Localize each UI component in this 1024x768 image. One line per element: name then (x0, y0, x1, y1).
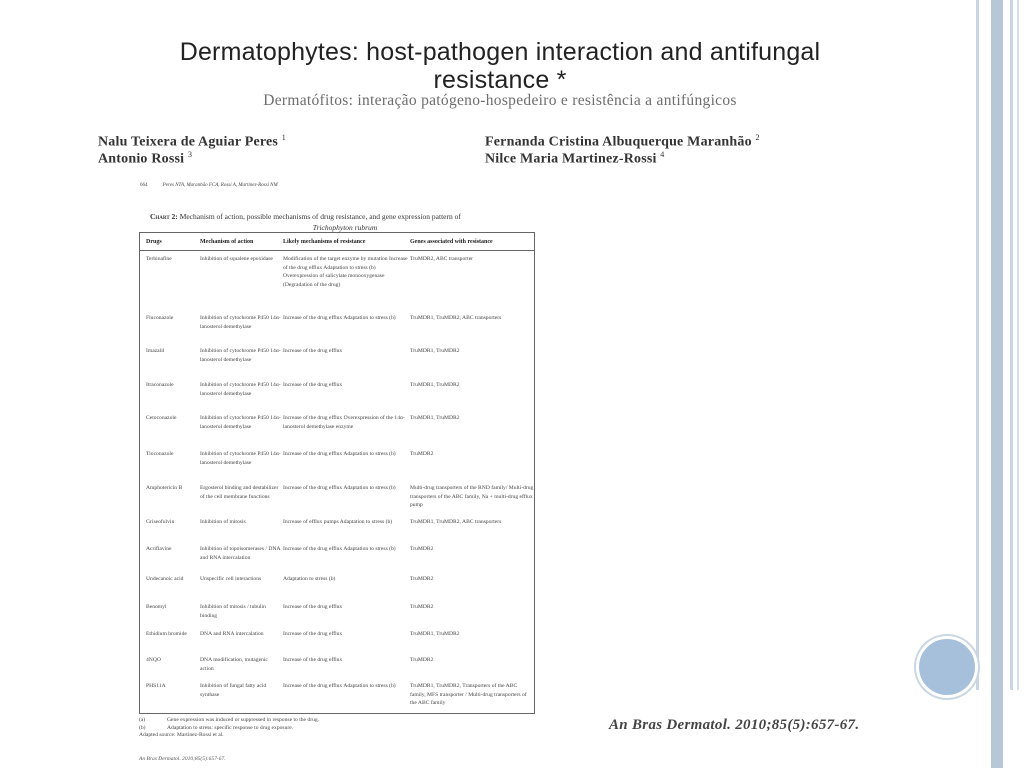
header-authors: Peres NTA, Maranhão FCA, Rossi A, Martinez-Rossi NM (162, 183, 278, 188)
genes-cell: TruMDR2 (410, 657, 434, 663)
author-name: Nalu Teixera de Aguiar Peres (98, 134, 279, 150)
mechanism-cell: Inhibition of cytochrome P450 14α-lanosterol demethylase (200, 451, 281, 466)
author-2 (98, 150, 192, 168)
column-header-mechanism: Mechanism of action (200, 239, 254, 245)
journal-citation: An Bras Dermatol. 2010;85(5):657-67. (609, 717, 860, 733)
genes-cell: TruMDR2 (410, 576, 434, 582)
mechanism-cell: Inhibition of cytochrome P450 14α-lanosterol demethylase (200, 348, 281, 363)
drug-cell: Imazalil (146, 348, 165, 354)
mechanism-cell: Inhibition of topoisomerases / DNA and RNA intercalation (200, 546, 281, 561)
resistance-cell: Increase of the drug efflux Adaptation to stress (b) (283, 451, 396, 457)
resistance-cell: Adaptation to stress (b) (283, 576, 336, 582)
drug-cell: Griseofulvin (146, 519, 175, 525)
drug-resistance-table (139, 232, 535, 714)
genes-cell: TruMDR1, TruMDR2 (410, 382, 460, 388)
note-text: Gene expression was induced or suppressed in response to the drug. (167, 717, 320, 723)
mechanism-cell: Inhibition of fungal fatty acid synthase (200, 683, 267, 698)
author-1 (98, 133, 286, 151)
resistance-cell: Increase of the drug efflux (283, 604, 343, 610)
drug-cell: PHS11A (146, 683, 166, 689)
chart-caption (150, 211, 540, 233)
decorative-bar (976, 0, 979, 690)
decorative-circle (916, 636, 978, 698)
genes-cell: TruMDR1, TruMDR2 (410, 631, 460, 637)
drug-cell: Cetoconazole (146, 415, 177, 421)
mechanism-cell: DNA and RNA intercalation (200, 631, 264, 637)
resistance-cell: Increase of the drug efflux Adaptation to stress (b) (283, 546, 396, 552)
column-header-resistance: Likely mechanisms of resistance (283, 239, 366, 245)
decorative-bar (991, 0, 1003, 768)
genes-cell: TruMDR1, TruMDR2, ABC transporters (410, 315, 502, 321)
mechanism-cell: Inhibition of cytochrome P450 14α-lanosterol demethylase (200, 382, 281, 397)
drug-cell: Amphotericin B (146, 485, 183, 491)
mechanism-cell: DNA modification, mutagenic action (200, 657, 268, 672)
drug-cell: Benomyl (146, 604, 167, 610)
note (139, 725, 539, 733)
mechanism-cell: Inhibition of squalene epoxidase (200, 256, 273, 262)
author-4 (485, 150, 665, 168)
author-3 (485, 133, 760, 151)
note (139, 717, 539, 725)
mechanism-cell: Unspecific cell interactions (200, 576, 262, 582)
resistance-cell: Modification of the target enzyme by mutation Increase of the drug efflux Adaptation to stress (b) Overexpression of salicylate monooxygenase (Degradation of the drug) (283, 256, 408, 289)
author-sup: 2 (755, 133, 760, 142)
column-header-genes: Genes associated with resistance (410, 239, 493, 245)
resistance-cell: Increase of the drug efflux (283, 631, 343, 637)
note-label: (a) (139, 717, 146, 723)
mechanism-cell: Inhibition of cytochrome P450 14α-lanosterol demethylase (200, 415, 281, 430)
genes-cell: Multi-drug transporters of the RND family/ Multi-drug transporters of the ABC family, Na + multi-drug efflux pump (410, 485, 534, 509)
author-name: Nilce Maria Martinez-Rossi (485, 151, 657, 167)
resistance-cell: Increase of efflux pumps Adaptation to stress (b) (283, 519, 393, 525)
genes-cell: TruMDR1, TruMDR2 (410, 415, 460, 421)
drug-cell: Terbinafine (146, 256, 172, 262)
genes-cell: TruMDR1, TruMDR2, Transporters of the ABC family, MFS transporter / Multi-drug transporters of the ABC family (410, 683, 527, 707)
resistance-cell: Increase of the drug efflux Adaptation to stress (b) (283, 485, 396, 491)
page-footer: An Bras Dermatol. 2010;85(5):657-67. (139, 756, 226, 762)
drug-cell: Itraconazole (146, 382, 174, 388)
genes-cell: TruMDR2 (410, 546, 434, 552)
drug-cell: 4NQO (146, 657, 161, 663)
resistance-cell: Increase of the drug efflux Adaptation to stress (b) (283, 683, 396, 689)
table-header (140, 233, 534, 251)
mechanism-cell: Inhibition of cytochrome P450 14α-lanosterol demethylase (200, 315, 281, 330)
journal-page-header (140, 183, 292, 188)
drug-cell: Tioconazole (146, 451, 174, 457)
drug-cell: Fluconazole (146, 315, 174, 321)
mechanism-cell: Inhibition of mitosis (200, 519, 246, 525)
genes-cell: TruMDR1, TruMDR2, ABC transporters (410, 519, 502, 525)
resistance-cell: Increase of the drug efflux Adaptation to stress (b) (283, 315, 396, 321)
title-line-1: Dermatophytes: host-pathogen interaction and antifungal (179, 38, 821, 66)
author-sup: 4 (660, 150, 665, 159)
subtitle: Dermatófitos: interação patógeno-hospedeiro e resistência a antifúngicos (263, 92, 737, 109)
table-notes (139, 717, 539, 740)
decorative-bar (1010, 0, 1013, 690)
decorative-bar (1017, 0, 1019, 690)
title-line-2: resistance (433, 66, 550, 94)
resistance-cell: Increase of the drug efflux (283, 657, 343, 663)
mechanism-cell: Inhibition of mitosis / tubulin binding (200, 604, 266, 619)
note (139, 732, 539, 740)
page-number: 664 (140, 183, 148, 188)
drug-cell: Ethidium bromide (146, 631, 187, 637)
genes-cell: TruMDR1, TruMDR2 (410, 348, 460, 354)
note-label: (b) (139, 724, 146, 731)
page-title (60, 38, 940, 94)
title-mark: * (549, 66, 567, 94)
mechanism-cell: Ergosterol binding and destabilizer of the cell membrane functions (200, 485, 279, 500)
chart-caption-species: Trichophyton rubrum (312, 223, 378, 232)
note-text: Adapted source: Martinez-Rossi et al. (139, 732, 224, 738)
author-name: Fernanda Cristina Albuquerque Maranhão (485, 134, 752, 150)
column-header-drugs: Drugs (146, 239, 162, 245)
genes-cell: TruMDR2, ABC transporter (410, 256, 474, 262)
chart-caption-label: Chart 2: (150, 212, 178, 221)
drug-cell: Undecanoic acid (146, 576, 184, 582)
genes-cell: TruMDR2 (410, 604, 434, 610)
note-text: Adaptation to stress: specific response to drug exposure. (167, 724, 294, 731)
genes-cell: TruMDR2 (410, 451, 434, 457)
chart-caption-text: Mechanism of action, possible mechanisms of drug resistance, and gene expression pattern of (177, 212, 461, 221)
drug-cell: Acriflavine (146, 546, 172, 552)
resistance-cell: Increase of the drug efflux (283, 348, 343, 354)
author-sup: 1 (281, 133, 286, 142)
author-sup: 3 (187, 150, 193, 159)
resistance-cell: Increase of the drug efflux Overexpression of the 14α-lanosterol demethylase enzyme (283, 415, 405, 430)
resistance-cell: Increase of the drug efflux (283, 382, 343, 388)
author-name: Antonio Rossi (98, 151, 185, 167)
